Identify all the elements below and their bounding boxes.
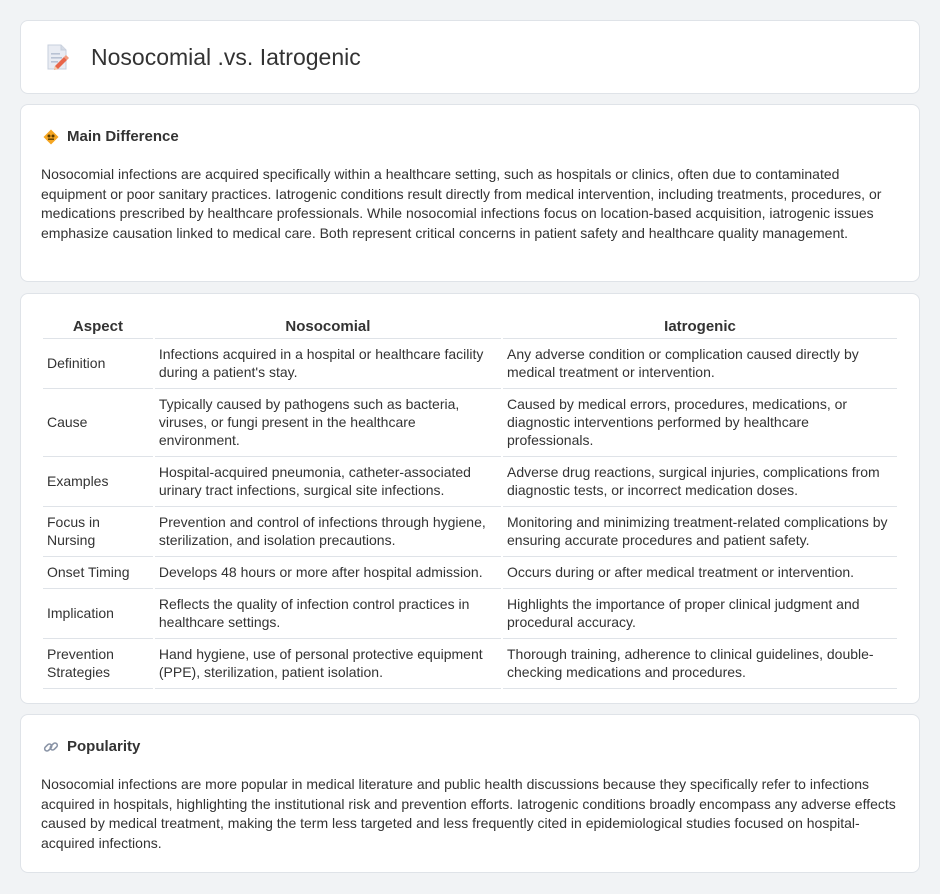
iatrogenic-cell: Highlights the importance of proper clinical judgment and procedural accuracy. (503, 589, 897, 639)
iatrogenic-cell: Caused by medical errors, procedures, medications, or diagnostic interventions performed by healthcare professionals. (503, 389, 897, 457)
nosocomial-cell: Infections acquired in a hospital or healthcare facility during a patient's stay. (155, 339, 501, 389)
column-header-nosocomial: Nosocomial (155, 314, 501, 339)
iatrogenic-cell: Any adverse condition or complication caused directly by medical treatment or intervention. (503, 339, 897, 389)
iatrogenic-cell: Occurs during or after medical treatment or intervention. (503, 557, 897, 589)
popularity-heading (43, 738, 140, 755)
nosocomial-cell: Typically caused by pathogens such as bacteria, viruses, or fungi present in the healthcare environment. (155, 389, 501, 457)
aspect-cell: Implication (43, 589, 153, 639)
table-row (43, 639, 897, 689)
nosocomial-cell: Reflects the quality of infection control practices in healthcare settings. (155, 589, 501, 639)
aspect-cell: Definition (43, 339, 153, 389)
iatrogenic-cell: Monitoring and minimizing treatment-related complications by ensuring accurate procedures and patient safety. (503, 507, 897, 557)
main-difference-text: Nosocomial infections are acquired specifically within a healthcare setting, such as hospitals or clinics, often due to contaminated equipment or poor sanitary practices. Iatrogenic conditions result directly from medical intervention, including treatments, procedures, or medications prescribed by healthcare professionals. While nosocomial infections focus on location-based acquisition, iatrogenic issues emphasize causation linked to medical care. Both represent critical concerns in patient safety and healthcare quality management. (41, 166, 882, 241)
aspect-cell: Onset Timing (43, 557, 153, 589)
aspect-cell: Cause (43, 389, 153, 457)
table-header-row (43, 314, 897, 339)
column-header-iatrogenic: Iatrogenic (503, 314, 897, 339)
table-row (43, 389, 897, 457)
diamond-sign-icon (43, 129, 59, 145)
table-row (43, 507, 897, 557)
iatrogenic-cell: Thorough training, adherence to clinical guidelines, double-checking medications and procedures. (503, 639, 897, 689)
aspect-cell: Examples (43, 457, 153, 507)
aspect-cell: Prevention Strategies (43, 639, 153, 689)
popularity-text: Nosocomial infections are more popular in medical literature and public health discussions because they specifically refer to infections acquired in hospitals, highlighting the institutional risk and prevention efforts. Iatrogenic conditions broadly encompass any adverse effects caused by medical treatment, making the term less targeted and less frequently cited in epidemiological studies focused on hospital-acquired infections. (41, 776, 896, 851)
nosocomial-cell: Hospital-acquired pneumonia, catheter-associated urinary tract infections, surgical site infections. (155, 457, 501, 507)
column-header-aspect: Aspect (43, 314, 153, 339)
table-row (43, 589, 897, 639)
popularity-title: Popularity (67, 738, 141, 755)
comparison-card (20, 293, 920, 704)
table-row (43, 339, 897, 389)
main-difference-heading (43, 128, 179, 145)
comparison-table (41, 314, 899, 689)
iatrogenic-cell: Adverse drug reactions, surgical injuries, complications from diagnostic tests, or incorrect medication doses. (503, 457, 897, 507)
main-difference-card (20, 104, 920, 282)
table-row (43, 457, 897, 507)
table-row (43, 557, 897, 589)
aspect-cell: Focus in Nursing (43, 507, 153, 557)
header-card (20, 20, 920, 94)
document-pencil-icon (45, 43, 71, 71)
nosocomial-cell: Prevention and control of infections through hygiene, sterilization, and isolation precautions. (155, 507, 501, 557)
nosocomial-cell: Develops 48 hours or more after hospital admission. (155, 557, 501, 589)
popularity-card (20, 714, 920, 873)
main-difference-title: Main Difference (67, 128, 179, 145)
nosocomial-cell: Hand hygiene, use of personal protective equipment (PPE), sterilization, patient isolation. (155, 639, 501, 689)
link-icon (43, 739, 59, 755)
page-title: Nosocomial .vs. Iatrogenic (91, 43, 361, 70)
